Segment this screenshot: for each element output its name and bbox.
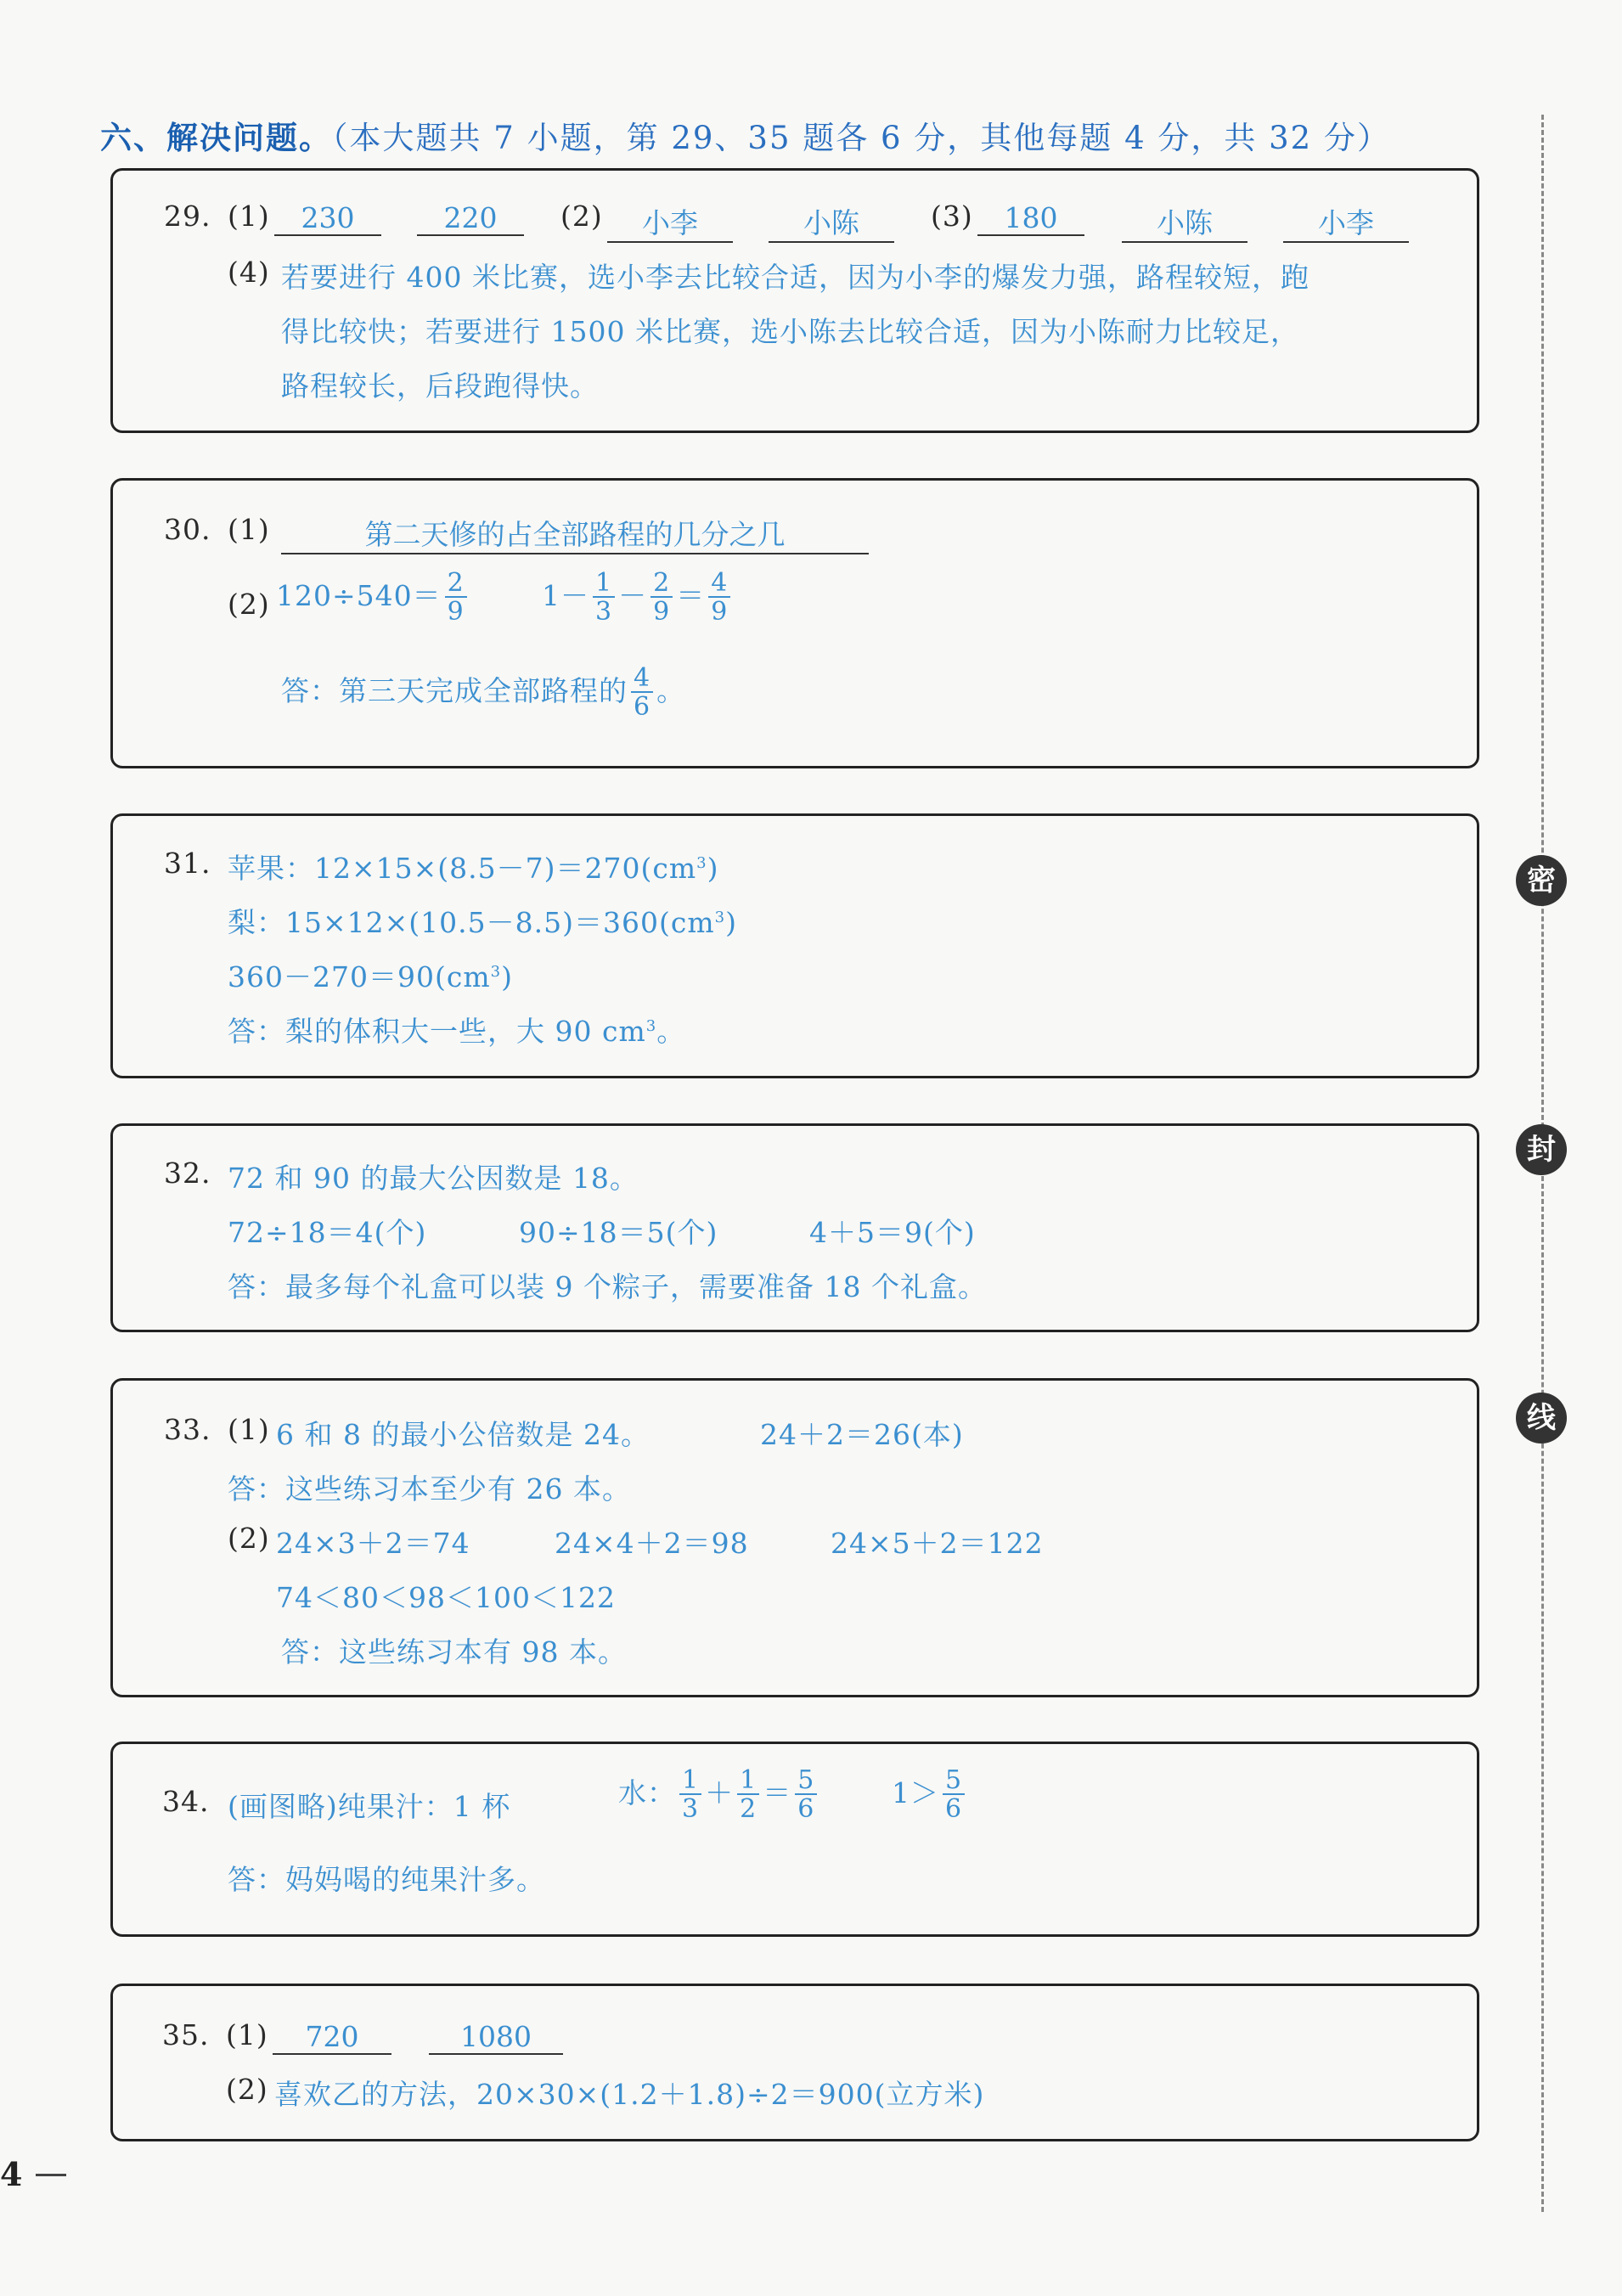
answer-blank: 小陈 [769, 201, 894, 243]
answer-blank: 230 [274, 201, 381, 236]
answer-text: (画图略)纯果汁：1 杯 [228, 1790, 511, 1823]
equation: 24×4＋2＝98 [555, 1527, 749, 1560]
seal-feng: 封 [1516, 1124, 1567, 1175]
fraction: $\frac{1}{3}$ [679, 1768, 701, 1822]
answer-text: 路程较长，后段跑得快。 [281, 369, 599, 402]
equation: 74＜80＜98＜100＜122 [276, 1581, 616, 1614]
answer-text: 苹果：$12\times 15\times(8.5-7)=270(cm^3)$ [228, 852, 719, 885]
page-number-dash [36, 2174, 66, 2176]
answer-text: 若要进行 400 米比赛，选小李去比较合适，因为小李的爆发力强，路程较短，跑 [281, 261, 1309, 294]
equation: 24×3＋2＝74 [276, 1527, 470, 1560]
answer-blank: 小陈 [1122, 201, 1247, 243]
answer-blank: 小李 [1283, 201, 1409, 243]
question-number: 33. [164, 1413, 211, 1446]
answer-box-35 [110, 1984, 1479, 2141]
answer-text: $360-270=90(cm^3)$ [228, 960, 513, 993]
equation: 24＋2＝26(本) [760, 1418, 964, 1451]
answer-box-33 [110, 1378, 1479, 1697]
answer-blank: 720 [273, 2020, 391, 2055]
answer-text: 答：妈妈喝的纯果汁多。 [228, 1863, 545, 1896]
answer-box-32 [110, 1123, 1479, 1332]
part-label: (2) [226, 2073, 268, 2106]
answer-text: 喜欢乙的方法，20×30×(1.2＋1.8)÷2＝900(立方米) [274, 2078, 985, 2111]
part-label: (4) [228, 256, 270, 289]
question-number: 31. [164, 847, 211, 880]
question-number: 29. [164, 200, 211, 233]
answer-text: 答：这些练习本至少有 26 本。 [228, 1472, 631, 1505]
answer-blank: 220 [417, 201, 524, 236]
fraction: $\frac{4}{9}$ [708, 571, 730, 625]
answer-blank: 小李 [607, 201, 733, 243]
part-label: (2) [228, 1522, 270, 1555]
fraction: $\frac{1}{2}$ [737, 1768, 759, 1822]
answer-box-29 [110, 168, 1479, 433]
question-number: 30. [164, 513, 211, 546]
seal-xian: 线 [1516, 1393, 1567, 1443]
fraction: $\frac{5}{6}$ [795, 1768, 817, 1822]
answer-blank: 第二天修的占全部路程的几分之几 [281, 513, 869, 554]
equation: 90÷18＝5(个) [519, 1216, 718, 1249]
equation: 4＋5＝9(个) [809, 1216, 976, 1249]
fraction: $\frac{4}{6}$ [631, 666, 653, 720]
question-number: 35. [162, 2018, 210, 2051]
answer-text: 答：这些练习本有 98 本。 [281, 1635, 627, 1669]
answer-text: 得比较快；若要进行 1500 米比赛，选小陈去比较合适，因为小陈耐力比较足， [281, 315, 1299, 348]
part-label: (1) [228, 1413, 270, 1446]
equation: 24×5＋2＝122 [831, 1527, 1044, 1560]
page-number: 4 [0, 2155, 23, 2193]
section-title: 六、解决问题。 [100, 119, 332, 156]
part-label: (2) [560, 200, 603, 233]
part-label: (1) [228, 200, 270, 233]
part-label: (1) [228, 513, 270, 546]
seal-mi: 密 [1516, 855, 1567, 906]
equation [276, 568, 470, 627]
fraction: $\frac{5}{6}$ [943, 1768, 965, 1822]
question-number: 32. [164, 1156, 211, 1190]
part-label: (2) [228, 588, 270, 621]
equation: 72÷18＝4(个) [228, 1216, 427, 1249]
answer-blank: 180 [977, 201, 1084, 236]
answer-box-34 [110, 1742, 1479, 1937]
answer-text: 72 和 90 的最大公因数是 18。 [228, 1162, 639, 1195]
equation: 1－ $\frac{1}{3}$ － $\frac{2}{9}$ ＝ $\frac{4}{9}$ [542, 571, 734, 625]
answer-text: 6 和 8 的最小公倍数是 24。 [276, 1418, 650, 1451]
part-label: (1) [226, 2018, 268, 2051]
comparison: 1＞ $\frac{5}{6}$ [892, 1768, 968, 1822]
section-note: （本大题共 7 小题，第 29、35 题各 6 分，其他每题 4 分，共 32 分） [332, 120, 1390, 156]
equation-text: 120÷540＝ [276, 579, 442, 612]
answer-box-30 [110, 478, 1479, 768]
fraction: $\frac{1}{3}$ [593, 571, 615, 625]
answer-text: 答：最多每个礼盒可以装 9 个粽子，需要准备 18 个礼盒。 [228, 1270, 987, 1303]
answer-box-31 [110, 813, 1479, 1078]
section-heading [100, 112, 1390, 158]
fraction: $\frac{2}{9}$ [650, 571, 673, 625]
answer-text: 梨：$15\times 12\times(10.5-8.5)=360(cm^3)$ [228, 906, 737, 939]
answer-text: 答：第三天完成全部路程的 $\frac{4}{6}$ 。 [281, 663, 686, 722]
part-label: (3) [931, 200, 973, 233]
equation: 水： $\frac{1}{3}$ ＋ $\frac{1}{2}$ ＝ $\frac{5}{6}$ [618, 1768, 820, 1822]
answer-text: 答：梨的体积大一些，大 90 $cm^3$。 [228, 1015, 686, 1048]
question-number: 34. [162, 1785, 210, 1818]
fraction: $\frac{2}{9}$ [445, 571, 467, 625]
answer-blank: 1080 [429, 2020, 563, 2055]
